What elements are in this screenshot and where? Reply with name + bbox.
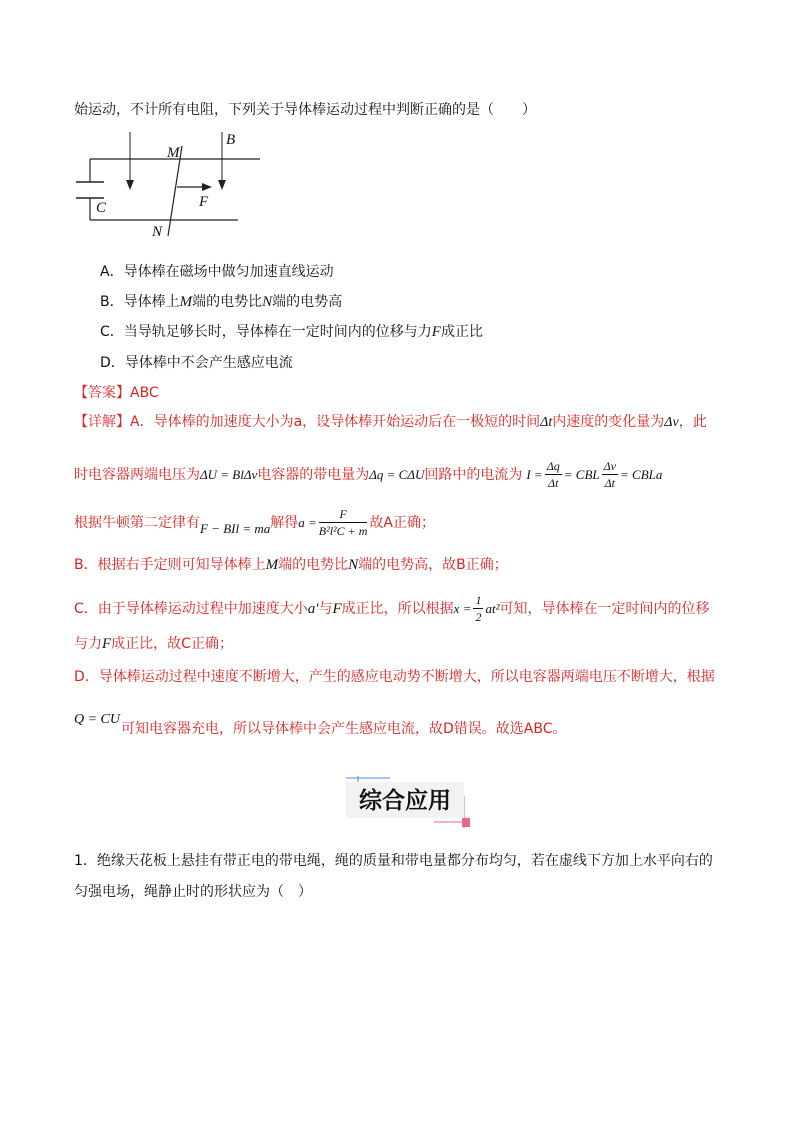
question-stem: 始运动，不计所有电阻，下列关于导体棒运动过程中判断正确的是（ ）: [74, 102, 536, 118]
label-f: F: [199, 194, 209, 210]
option-a: A．导体棒在磁场中做匀加速直线运动: [100, 264, 334, 280]
detail-tag: 【详解】: [74, 414, 130, 430]
detail-line-d: D．导体棒运动过程中速度不断增大，产生的感应电动势不断增大，所以电容器两端电压不断增大，根据: [74, 669, 715, 685]
detail-line-2: 时电容器两端电压为 ΔU = BlΔv 电容器的带电量为 Δq = CΔU 回路中的电流为 I = $\frac{\Delta q}{\Delta t}$ = CBL $\frac{\Delta v}{\Delta t}$ = CBLa: [74, 459, 663, 490]
b-field-arrow-1: [126, 180, 134, 190]
answer-line: [74, 383, 159, 403]
detail-line-1: 【详解】A．导体棒的加速度大小为a，设导体棒开始运动后在一极短的时间Δt内速度的变化量为Δv，此: [74, 414, 707, 430]
section-header: [330, 776, 470, 828]
option-d: D．导体棒中不会产生感应电流: [100, 355, 293, 371]
answer-value: ABC: [130, 385, 159, 401]
option-c: C．当导轨足够长时，导体棒在一定时间内的位移与力F成正比: [100, 324, 483, 340]
detail-line-d-2: 可知电容器充电，所以导体棒中会产生感应电流，故D错误。故选ABC。: [121, 721, 567, 737]
fraction-acceleration: $\frac{F}{\text{B²l²C + m}}$: [318, 507, 368, 538]
next-question-line-2: 匀强电场，绳静止时的形状应为（ ）: [74, 884, 312, 900]
next-question-line-1: 1．绝缘天花板上悬挂有带正电的带电绳，绳的质量和带电量都分布均匀，若在虚线下方加上水平向右的: [74, 853, 713, 869]
force-arrow: [202, 183, 212, 191]
detail-line-3: 根据牛顿第二定律有 F − BIl = ma 解得 a = $\frac{F}{\text{B²l²C + m}}$ 故A正确；: [74, 507, 436, 538]
label-n: N: [152, 224, 163, 240]
b-field-arrow-2: [218, 180, 226, 190]
detail-line-b: B．根据右手定则可知导体棒上M端的电势比N端的电势高，故B正确；: [74, 557, 508, 573]
detail-line-c-2: 与力F成正比，故C正确；: [74, 636, 233, 652]
fraction-dq-dt: $\frac{\Delta q}{\Delta t}$: [546, 459, 560, 490]
label-c: C: [96, 200, 107, 216]
section-title: 综合应用: [359, 788, 451, 814]
answer-tag: 【答案】: [74, 385, 130, 401]
label-b: B: [226, 132, 236, 148]
fraction-dv-dt: $\frac{\Delta v}{\Delta t}$: [603, 459, 616, 490]
detail-line-d-math: Q = CU: [74, 712, 121, 727]
detail-line-c: C．由于导体棒运动过程中加速度大小 a' 与 F 成正比，所以根据 x = $\frac{1}{2}$ at² 可知，导体棒在一定时间内的位移: [74, 593, 710, 624]
circuit-figure: [70, 128, 270, 240]
label-m: M: [167, 145, 180, 161]
option-b: B．导体棒上M端的电势比N端的电势高: [100, 294, 343, 310]
fraction-one-half: $\frac{1}{2}$: [475, 593, 482, 624]
